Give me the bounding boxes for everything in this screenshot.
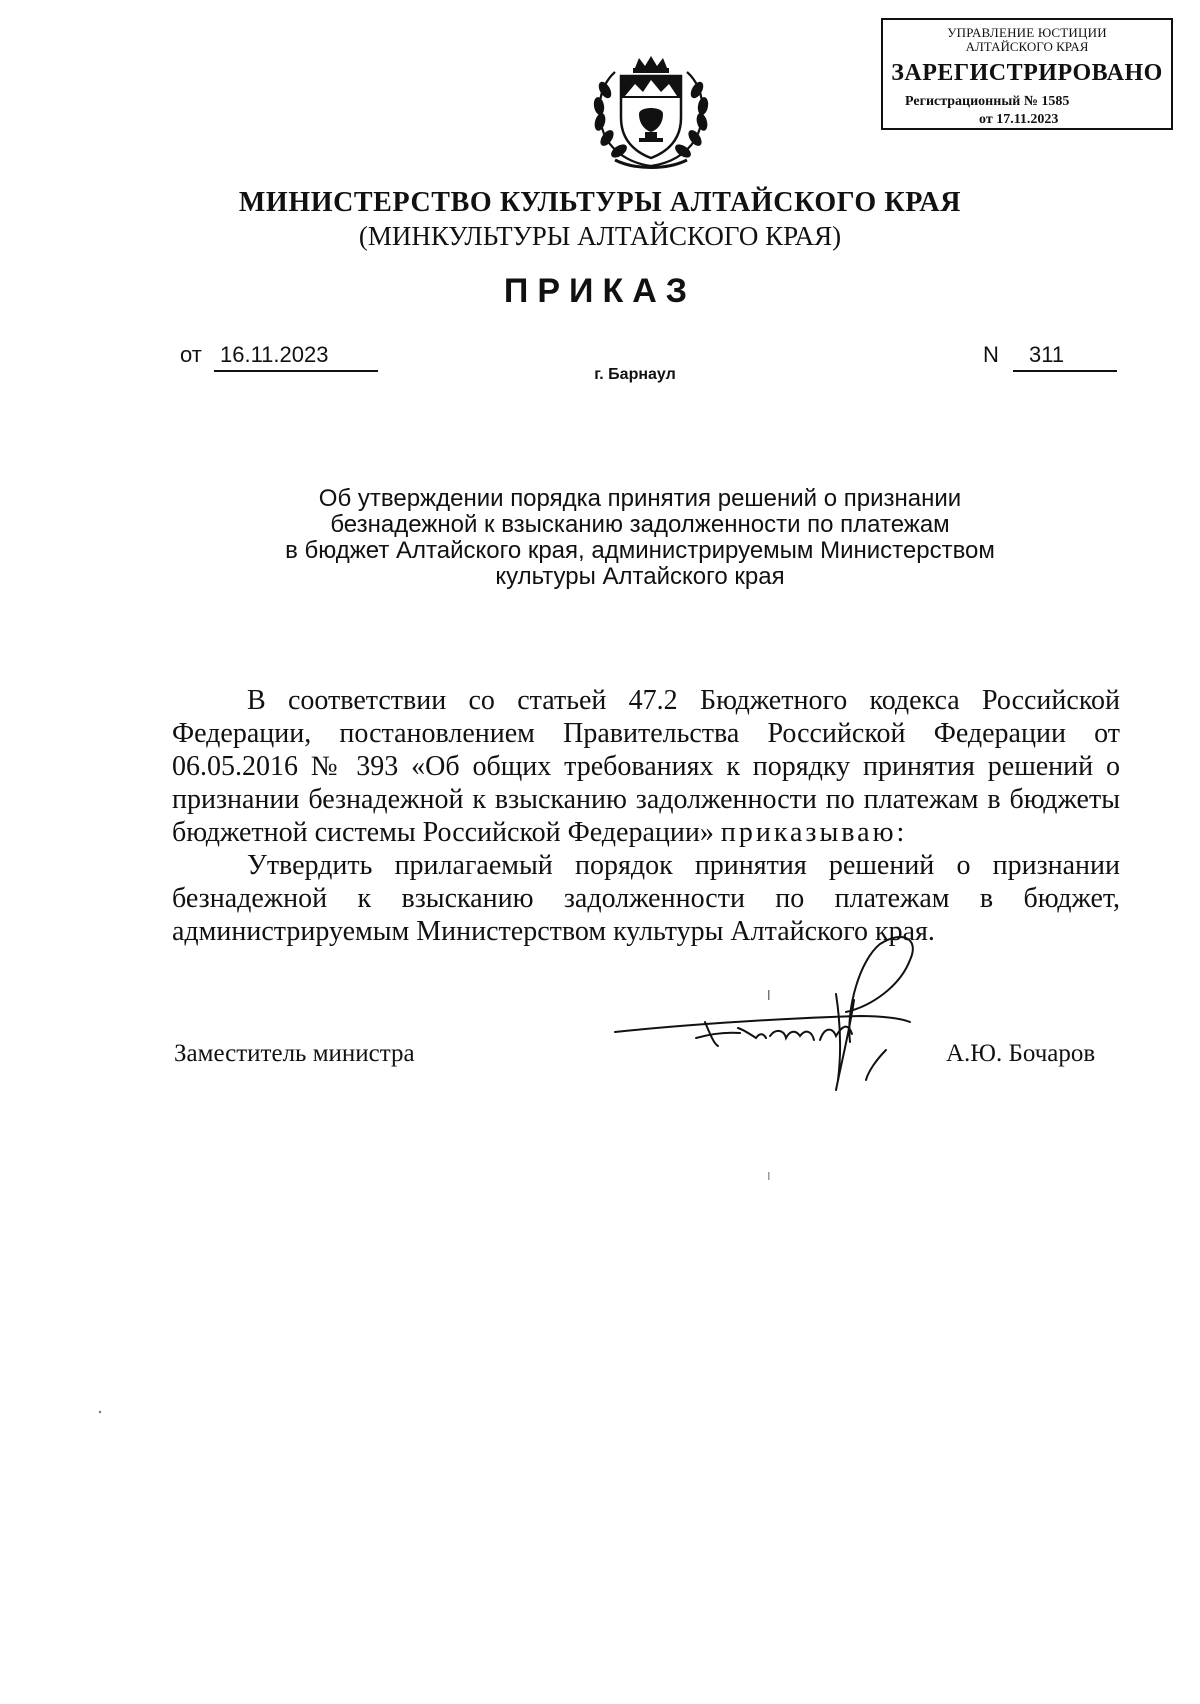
subject-line: в бюджет Алтайского края, администрируемым Министерством xyxy=(285,537,995,564)
date-label: от xyxy=(180,342,202,367)
coat-of-arms-icon xyxy=(585,54,717,172)
stamp-date-label: от xyxy=(979,112,993,127)
order-body xyxy=(172,684,1120,948)
body-paragraph-1 xyxy=(172,684,1120,849)
city: г. Барнаул xyxy=(594,366,676,383)
stamp-date-row xyxy=(979,112,1058,128)
subject-line: Об утверждении порядка принятия решений о признании xyxy=(318,485,962,512)
stamp-status: ЗАРЕГИСТРИРОВАНО xyxy=(891,60,1163,86)
stamp-authority-line1: УПРАВЛЕНИЕ ЮСТИЦИИ xyxy=(947,25,1107,40)
number-label: N xyxy=(983,342,999,367)
handwritten-signature-icon xyxy=(610,930,960,1110)
registration-stamp xyxy=(881,18,1173,130)
ministry-short-name: (МИНКУЛЬТУРЫ АЛТАЙСКОГО КРАЯ) xyxy=(358,221,842,251)
body-paragraph-2: Утвердить прилагаемый порядок принятия решений о признании безнадежной к взысканию задолженности по платежам в бюджет, администрируемым Министерством культуры Алтайского края. xyxy=(172,850,1120,947)
stamp-date: 17.11.2023 xyxy=(996,112,1059,127)
stamp-authority-line2: АЛТАЙСКОГО КРАЯ xyxy=(965,39,1089,54)
body-paragraph-1-text: В соответствии со статьей 47.2 Бюджетного кодекса Российской Федерации, постановлением Правительства Российской Федерации от 06.05.2016 № 393 «Об общих требованиях к порядку принятия решений о признании безнадежной к взысканию задолженности по платежам в бюджеты бюджетной системы Российской Федерации» xyxy=(172,685,1120,848)
ministry-name: МИНИСТЕРСТВО КУЛЬТУРЫ АЛТАЙСКОГО КРАЯ xyxy=(238,187,962,218)
document-type-title: ПРИКАЗ xyxy=(503,272,697,310)
order-verb: приказываю: xyxy=(720,817,908,848)
subject-line: культуры Алтайского края xyxy=(495,563,785,590)
order-number: 311 xyxy=(1013,342,1117,372)
stamp-reg-label: Регистрационный № xyxy=(905,94,1038,109)
stamp-registration xyxy=(905,94,1069,110)
order-subject xyxy=(200,486,1080,590)
order-date: 16.11.2023 xyxy=(214,342,378,372)
signatory-name: А.Ю. Бочаров xyxy=(946,1040,1096,1067)
subject-line: безнадежной к взысканию задолженности по платежам xyxy=(330,511,950,538)
signatory-role: Заместитель министра xyxy=(174,1040,415,1067)
stamp-reg-number: 1585 xyxy=(1041,94,1070,109)
